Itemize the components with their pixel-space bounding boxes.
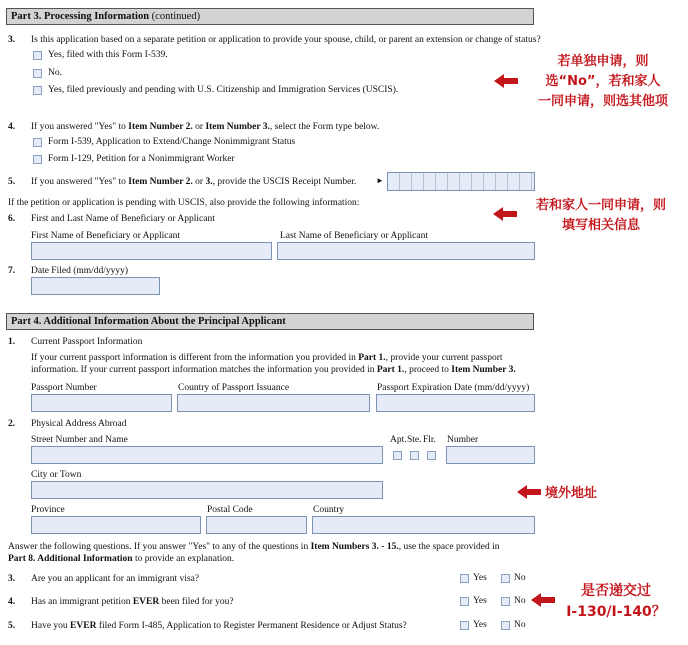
part3-header-continued: (continued) xyxy=(149,11,201,22)
passport-line1-post: , provide your current passport xyxy=(385,353,503,363)
first-name-label: First Name of Beneficiary or Applicant xyxy=(31,231,181,241)
p4-q4-no-checkbox[interactable] xyxy=(501,597,510,606)
q6-text: First and Last Name of Beneficiary or Applicant xyxy=(31,214,215,224)
instr-line1-post: , use the space provided in xyxy=(398,542,500,552)
passport-country-label: Country of Passport Issuance xyxy=(178,383,290,393)
answer-instructions-line2 xyxy=(8,554,234,564)
annotation-4-line-2: I-130/I-140？ xyxy=(566,604,666,620)
q5-text-mid: or xyxy=(192,177,206,187)
passport-line1-part1: Part 1. xyxy=(358,353,386,363)
p4-q1-title: Current Passport Information xyxy=(31,337,143,347)
q5-text-post: , provide the USCIS Receipt Number. xyxy=(212,177,357,187)
p4-q4-text-post: been filed for you? xyxy=(159,597,234,607)
q3-option-3-label: Yes, filed previously and pending with U.S. Citizenship and Immigration Services (USCIS). xyxy=(48,85,399,95)
p4-q4-text-pre: Has an immigrant petition xyxy=(31,597,133,607)
unit-number-label: Number xyxy=(447,435,479,445)
p4-q4-text xyxy=(31,597,234,607)
p4-q5-no-label: No xyxy=(514,620,526,630)
annotation-1-line-1: 若单独申请，则 xyxy=(557,54,649,69)
annotation-3-arrow-icon xyxy=(517,484,541,500)
receipt-arrow-marker: ► xyxy=(376,176,384,185)
annotation-2-arrow-icon xyxy=(493,206,517,222)
postal-code-label: Postal Code xyxy=(207,505,253,515)
part4-header-title: Part 4. Additional Information About the Principal Applicant xyxy=(11,316,286,327)
q3-option-2-label: No. xyxy=(48,68,62,78)
passport-instructions-line1 xyxy=(31,353,503,363)
q3-option-1-checkbox[interactable] xyxy=(33,51,42,60)
p4-q3-text xyxy=(31,574,199,584)
p4-q3-yes-label: Yes xyxy=(473,573,487,583)
p4-q5-yes-label: Yes xyxy=(473,620,487,630)
p4-q4-yes-checkbox[interactable] xyxy=(460,597,469,606)
city-input[interactable] xyxy=(31,481,383,499)
q4-text-item3: Item Number 3. xyxy=(205,122,270,132)
first-name-input[interactable] xyxy=(31,242,272,260)
q4-text-post: , select the Form type below. xyxy=(269,122,380,132)
q3-option-2-checkbox[interactable] xyxy=(33,69,42,78)
annotation-1 xyxy=(520,52,686,112)
last-name-input[interactable] xyxy=(277,242,535,260)
receipt-number-input[interactable] xyxy=(387,172,535,191)
answer-instructions-line1 xyxy=(8,542,500,552)
part4-header xyxy=(6,313,534,330)
p4-q4-text-ever: EVER xyxy=(132,597,160,607)
annotation-2 xyxy=(518,196,684,236)
street-label: Street Number and Name xyxy=(31,435,128,445)
province-label: Province xyxy=(31,505,65,515)
p4-q5-text-pre: Have you xyxy=(31,621,71,631)
p4-q2-number: 2. xyxy=(8,419,16,429)
instr-line2-part8: Part 8. Additional Information xyxy=(8,554,133,564)
p4-q5-text xyxy=(31,621,407,631)
q5-text-pre: If you answered "Yes" to xyxy=(31,177,129,187)
q4-text xyxy=(31,122,379,132)
pending-note: If the petition or application is pending with USCIS, also provide the following information: xyxy=(8,198,360,208)
p4-q5-yes-checkbox[interactable] xyxy=(460,621,469,630)
passport-number-label: Passport Number xyxy=(31,383,97,393)
p4-q4-number: 4. xyxy=(8,597,16,607)
passport-line2-part1: Part 1. xyxy=(376,365,405,375)
flr-label: Flr. xyxy=(423,435,436,445)
q4-text-item2: Item Number 2. xyxy=(128,122,193,132)
country-input[interactable] xyxy=(312,516,535,534)
passport-number-input[interactable] xyxy=(31,394,172,412)
q5-text-item3: 3. xyxy=(205,177,213,187)
p4-q5-text-post: filed Form I-485, Application to Register Permanent Residence or Adjust Status? xyxy=(96,621,407,631)
q7-number: 7. xyxy=(8,266,16,276)
p4-q3-number: 3. xyxy=(8,574,16,584)
passport-line2-item3: Item Number 3. xyxy=(451,365,516,375)
instr-line1-pre: Answer the following questions. If you answer "Yes" to any of the questions in xyxy=(8,542,311,552)
p4-q1-number: 1. xyxy=(8,337,16,347)
unit-number-input[interactable] xyxy=(446,446,535,464)
date-filed-input[interactable] xyxy=(31,277,160,295)
flr-checkbox[interactable] xyxy=(427,451,436,460)
street-input[interactable] xyxy=(31,446,383,464)
last-name-label: Last Name of Beneficiary or Applicant xyxy=(280,231,428,241)
p4-q4-yes-label: Yes xyxy=(473,596,487,606)
annotation-1-line-3: 一同申请，则选其他项 xyxy=(537,94,668,109)
annotation-2-line-1: 若和家人一同申请，则 xyxy=(535,198,666,213)
apt-checkbox[interactable] xyxy=(393,451,402,460)
passport-country-input[interactable] xyxy=(177,394,370,412)
annotation-3: 境外地址 xyxy=(545,486,598,501)
q4-text-mid: or xyxy=(192,122,206,132)
q3-number: 3. xyxy=(8,35,16,45)
q6-number: 6. xyxy=(8,214,16,224)
p4-q3-text-pre: Are you an applicant for an immigrant visa? xyxy=(31,574,200,584)
q5-number: 5. xyxy=(8,177,16,187)
p4-q3-no-label: No xyxy=(514,573,526,583)
q4-option-2-checkbox[interactable] xyxy=(33,155,42,164)
p4-q2-title: Physical Address Abroad xyxy=(31,419,127,429)
p4-q4-no-label: No xyxy=(514,596,526,606)
p4-q3-no-checkbox[interactable] xyxy=(501,574,510,583)
q5-text xyxy=(31,177,356,187)
passport-line2-pre: information. If your current passport information matches the information you provided in xyxy=(31,365,377,375)
instr-line2-post: to provide an explanation. xyxy=(132,554,235,564)
q4-number: 4. xyxy=(8,122,16,132)
q3-option-3-checkbox[interactable] xyxy=(33,86,42,95)
annotation-4-line-1: 是否递交过 xyxy=(581,583,651,599)
q4-option-2-label: Form I-129, Petition for a Nonimmigrant Worker xyxy=(48,154,235,164)
p4-q5-text-ever: EVER xyxy=(70,621,97,631)
country-label: Country xyxy=(313,505,345,515)
annotation-1-line-2: 选“No”，若和家人 xyxy=(545,74,661,89)
apt-label: Apt. xyxy=(390,435,407,445)
q4-option-1-label: Form I-539, Application to Extend/Change Nonimmigrant Status xyxy=(48,137,296,147)
postal-code-input[interactable] xyxy=(206,516,307,534)
passport-expiration-input[interactable] xyxy=(376,394,535,412)
ste-label: Ste. xyxy=(407,435,422,445)
q4-text-pre: If you answered "Yes" to xyxy=(31,122,129,132)
city-label: City or Town xyxy=(31,470,82,480)
passport-instructions-line2 xyxy=(31,365,516,375)
q3-text: Is this application based on a separate petition or application to provide your spouse, child, or parent an extension or change of status? xyxy=(31,35,541,45)
receipt-number-cells xyxy=(388,173,532,190)
annotation-1-arrow-icon xyxy=(494,73,518,89)
q5-text-item2: Item Number 2. xyxy=(128,177,193,187)
q3-option-1-label: Yes, filed with this Form I-539. xyxy=(48,50,168,60)
passport-expiration-label: Passport Expiration Date (mm/dd/yyyy) xyxy=(377,383,530,393)
p4-q5-no-checkbox[interactable] xyxy=(501,621,510,630)
passport-line1-pre: If your current passport information is different from the information you provided in xyxy=(31,353,359,363)
part3-header xyxy=(6,8,534,25)
province-input[interactable] xyxy=(31,516,201,534)
ste-checkbox[interactable] xyxy=(410,451,419,460)
q4-option-1-checkbox[interactable] xyxy=(33,138,42,147)
p4-q5-number: 5. xyxy=(8,621,16,631)
p4-q3-yes-checkbox[interactable] xyxy=(460,574,469,583)
annotation-4 xyxy=(550,581,682,623)
passport-line2-mid: , proceed to xyxy=(404,365,452,375)
date-filed-label: Date Filed (mm/dd/yyyy) xyxy=(31,266,129,276)
annotation-2-line-2: 填写相关信息 xyxy=(561,218,640,233)
instr-line1-items: Item Numbers 3. - 15. xyxy=(310,542,399,552)
part3-header-title: Part 3. Processing Information xyxy=(11,11,150,22)
